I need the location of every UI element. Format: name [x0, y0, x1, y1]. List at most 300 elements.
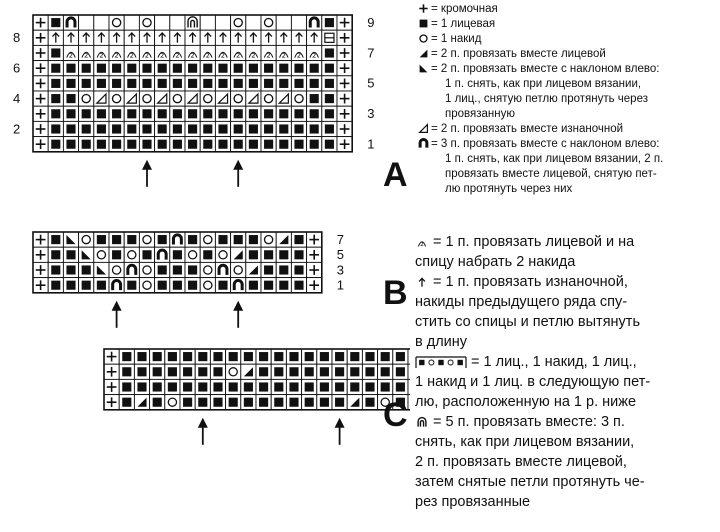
stitch-edge [33, 61, 48, 76]
stitch-purl [210, 349, 225, 364]
stitch-elong [185, 30, 200, 45]
stitch-purl [261, 121, 276, 136]
stitch-purl [109, 121, 124, 136]
chart-label-a: A [383, 156, 408, 194]
stitch-yo [79, 91, 94, 106]
legend-entry [415, 122, 715, 137]
svg-text:₂: ₂ [160, 47, 165, 61]
row-number: 7 [336, 231, 345, 247]
repeat-arrow-icon [142, 160, 152, 187]
stitch-purl [276, 61, 291, 76]
repeat-arrow-icon [233, 160, 243, 187]
legend-text: = 1 п. провязать изнаночной, [429, 274, 628, 290]
stitch-yo [139, 15, 154, 30]
stitch-yo [139, 262, 154, 277]
chart-row [104, 364, 410, 379]
stitch-purl [180, 395, 195, 410]
stitch-purl [63, 247, 78, 262]
legend-symbol-pull3-icon [417, 137, 430, 150]
stitch-purl [332, 364, 347, 379]
stitch-yo [165, 395, 180, 410]
legend-entry [415, 137, 715, 197]
stitch-purl [241, 395, 256, 410]
stitch-k1yo2 [215, 45, 230, 60]
stitch-purl [378, 379, 393, 394]
stitch-k2togp [215, 91, 230, 106]
stitch-purl [246, 121, 261, 136]
stitch-k2togp [155, 91, 170, 106]
stitch-purl [48, 76, 63, 91]
stitch-purl [139, 76, 154, 91]
stitch-purl [271, 395, 286, 410]
chart-row [33, 262, 322, 277]
legend-text: спицу набрать 2 накида [415, 254, 576, 270]
stitch-k1yo2 [94, 45, 109, 60]
stitch-yo [261, 15, 276, 30]
chart-row [33, 121, 352, 136]
stitch-yo [185, 247, 200, 262]
stitch-purl [246, 137, 261, 152]
stitch-purl [307, 137, 322, 152]
stitch-purl [378, 349, 393, 364]
stitch-k1yo2 [291, 45, 306, 60]
stitch-purl [276, 121, 291, 136]
stitch-purl [170, 106, 185, 121]
legend-text: лю протянуть через них [445, 183, 573, 195]
stitch-purl [94, 76, 109, 91]
stitch-purl [291, 61, 306, 76]
stitch-purl [124, 278, 139, 293]
legend-big-list [415, 232, 715, 512]
stitch-elong [124, 30, 139, 45]
stitch-purl [134, 364, 149, 379]
stitch-purl [302, 379, 317, 394]
stitch-purl [347, 379, 362, 394]
stitch-purl [48, 262, 63, 277]
stitch-edge [33, 76, 48, 91]
stitch-elong [155, 30, 170, 45]
chart-c [104, 349, 410, 445]
stitch-yo [200, 262, 215, 277]
stitch-purl [119, 364, 134, 379]
legend-text: провязанную [445, 108, 515, 120]
legend-symbol-yo-icon [417, 32, 430, 45]
chart-label-b: B [383, 274, 408, 312]
stitch-box [322, 30, 337, 45]
legend-entry [415, 17, 715, 32]
stitch-k1yo2 [79, 45, 94, 60]
stitch-elong [231, 30, 246, 45]
stitch-purl [79, 137, 94, 152]
stitch-edge [337, 76, 352, 91]
stitch-purl [180, 349, 195, 364]
stitch-yo [200, 232, 215, 247]
stitch-purl [155, 106, 170, 121]
stitch-purl [256, 379, 271, 394]
legend [415, 0, 715, 532]
stitch-purl [226, 379, 241, 394]
stitch-purl [94, 278, 109, 293]
legend-symbol-k2tog_l-icon [417, 62, 430, 75]
legend-text: лю, расположенную на 1 р. ниже [415, 394, 637, 410]
legend-text: = 1 лицевая [431, 18, 496, 30]
stitch-purl [63, 278, 78, 293]
stitch-edge [307, 247, 322, 262]
stitch-purl [322, 91, 337, 106]
stitch-purl [291, 232, 306, 247]
stitch-purl [322, 137, 337, 152]
stitch-purl [332, 395, 347, 410]
stitch-purl [286, 364, 301, 379]
stitch-yo [94, 247, 109, 262]
stitch-edge [337, 45, 352, 60]
stitch-k2tog_l [94, 262, 109, 277]
stitch-pull3 [215, 262, 230, 277]
stitch-edge [337, 61, 352, 76]
stitch-pull5 [185, 15, 200, 30]
stitch-purl [378, 364, 393, 379]
stitch-purl [215, 61, 230, 76]
stitch-purl [362, 349, 377, 364]
stitch-purl [276, 278, 291, 293]
row-number: 7 [367, 45, 375, 61]
stitch-purl [48, 61, 63, 76]
stitch-k1yo2 [155, 45, 170, 60]
stitch-purl [200, 137, 215, 152]
stitch-edge [408, 349, 410, 364]
stitch-purl [94, 106, 109, 121]
stitch-yo [231, 262, 246, 277]
stitch-edge [408, 364, 410, 379]
stitch-elong [200, 30, 215, 45]
svg-text:₂: ₂ [420, 237, 424, 249]
row-number: 8 [13, 30, 21, 46]
stitch-purl [139, 106, 154, 121]
stitch-k2togp [246, 91, 261, 106]
stitch-purl [195, 364, 210, 379]
stitch-purl [185, 137, 200, 152]
stitch-knit [215, 15, 230, 30]
stitch-elong [109, 30, 124, 45]
stitch-purl [241, 379, 256, 394]
stitch-purl [276, 76, 291, 91]
stitch-edge [33, 15, 48, 30]
stitch-knit [124, 15, 139, 30]
stitch-edge [337, 15, 352, 30]
stitch-purl [109, 247, 124, 262]
stitch-yo [261, 91, 276, 106]
stitch-purl [322, 106, 337, 121]
stitch-purl [185, 262, 200, 277]
legend-text: = 5 п. провязать вместе: 3 п. [429, 414, 625, 430]
legend-text: провязать вместе лицевой, снятую пет- [445, 168, 657, 180]
stitch-edge [33, 278, 48, 293]
stitch-yo [200, 91, 215, 106]
stitch-purl [170, 76, 185, 91]
stitch-k2tog_r [246, 262, 261, 277]
stitch-k2tog_l [79, 247, 94, 262]
stitch-k1yo2 [276, 45, 291, 60]
legend-text: = 3 п. провязать вместе с наклоном влево: [431, 138, 660, 150]
stitch-purl [185, 61, 200, 76]
stitch-purl [185, 232, 200, 247]
stitch-purl [124, 121, 139, 136]
legend-symbol-edge-icon [417, 2, 430, 15]
stitch-pull3 [231, 278, 246, 293]
stitch-purl [215, 278, 230, 293]
chart-row [33, 106, 352, 121]
svg-text:₂: ₂ [129, 47, 134, 61]
row-number: 2 [13, 121, 21, 137]
stitch-purl [79, 121, 94, 136]
stitch-purl [231, 106, 246, 121]
stitch-purl [48, 45, 63, 60]
stitch-purl [124, 232, 139, 247]
stitch-purl [155, 232, 170, 247]
legend-entry [415, 412, 715, 512]
stitch-purl [271, 349, 286, 364]
stitch-edge [408, 395, 410, 410]
chart-row [33, 137, 352, 152]
stitch-elong [63, 30, 78, 45]
stitch-purl [246, 106, 261, 121]
stitch-purl [317, 395, 332, 410]
stitch-purl [286, 395, 301, 410]
stitch-knit [276, 15, 291, 30]
legend-text: 1 накид и 1 лиц. в следующую пет- [415, 374, 651, 390]
stitch-edge [337, 91, 352, 106]
stitch-purl [200, 106, 215, 121]
stitch-purl [276, 106, 291, 121]
stitch-purl [261, 137, 276, 152]
stitch-purl [246, 61, 261, 76]
legend-text: = 1 лиц., 1 накид, 1 лиц., [467, 354, 637, 370]
legend-text: = 2 п. провязать вместе изнаночной [431, 123, 624, 135]
stitch-edge [33, 45, 48, 60]
stitch-purl [226, 395, 241, 410]
stitch-purl [246, 278, 261, 293]
stitch-purl [139, 137, 154, 152]
stitch-purl [109, 232, 124, 247]
stitch-purl [276, 137, 291, 152]
stitch-k2togp [94, 91, 109, 106]
stitch-purl [332, 379, 347, 394]
stitch-purl [79, 262, 94, 277]
stitch-edge [33, 137, 48, 152]
stitch-purl [185, 106, 200, 121]
stitch-yo [139, 232, 154, 247]
legend-symbol-k2togp-icon [417, 122, 430, 135]
stitch-purl [215, 76, 230, 91]
stitch-purl [291, 121, 306, 136]
stitch-purl [165, 364, 180, 379]
stitch-purl [155, 76, 170, 91]
stitch-purl [317, 364, 332, 379]
stitch-purl [63, 121, 78, 136]
stitch-purl [48, 91, 63, 106]
stitch-yo [139, 278, 154, 293]
stitch-pull3 [63, 15, 78, 30]
stitch-elong [261, 30, 276, 45]
stitch-purl [109, 137, 124, 152]
stitch-purl [195, 379, 210, 394]
row-number: 1 [336, 277, 345, 293]
stitch-purl [286, 379, 301, 394]
stitch-edge [307, 232, 322, 247]
chart-b [33, 232, 344, 328]
legend-entry [415, 272, 715, 352]
chart-label-c: C [383, 396, 408, 434]
stitch-k2togp [185, 91, 200, 106]
stitch-yo [215, 247, 230, 262]
repeat-arrow-icon [112, 301, 122, 328]
stitch-purl [291, 106, 306, 121]
legend-entry [415, 62, 715, 122]
legend-text: 1 п. снять, как при лицевом вязании, 2 п. [445, 153, 664, 165]
svg-text:₂: ₂ [175, 47, 180, 61]
stitch-yo [261, 232, 276, 247]
stitch-elong [94, 30, 109, 45]
stitch-pull3 [170, 232, 185, 247]
stitch-purl [150, 349, 165, 364]
stitch-k1yo2 [109, 45, 124, 60]
stitch-yo [109, 91, 124, 106]
stitch-purl [48, 278, 63, 293]
stitch-purl [291, 262, 306, 277]
stitch-edge [33, 106, 48, 121]
stitch-purl [48, 15, 63, 30]
stitch-purl [200, 121, 215, 136]
stitch-purl [48, 137, 63, 152]
stitch-purl [362, 395, 377, 410]
stitch-purl [150, 379, 165, 394]
stitch-edge [33, 262, 48, 277]
stitch-purl [109, 76, 124, 91]
chart-row [33, 278, 322, 293]
stitch-purl [246, 247, 261, 262]
stitch-purl [307, 61, 322, 76]
stitch-purl [246, 76, 261, 91]
stitch-purl [63, 137, 78, 152]
stitch-edge [33, 232, 48, 247]
legend-small-list [415, 2, 715, 197]
stitch-purl [124, 61, 139, 76]
repeat-arrow-icon [335, 418, 345, 445]
stitch-purl [261, 61, 276, 76]
stitch-purl [302, 395, 317, 410]
stitch-purl [79, 106, 94, 121]
stitch-purl [215, 137, 230, 152]
stitch-purl [322, 15, 337, 30]
stitch-yo [200, 278, 215, 293]
stitch-purl [155, 137, 170, 152]
stitch-pull3 [307, 15, 322, 30]
stitch-purl [195, 349, 210, 364]
stitch-purl [256, 349, 271, 364]
row-number: 3 [367, 106, 375, 122]
stitch-k2togp [276, 91, 291, 106]
stitch-edge [337, 30, 352, 45]
stitch-purl [63, 76, 78, 91]
stitch-purl [150, 395, 165, 410]
stitch-elong [170, 30, 185, 45]
svg-text:₂: ₂ [99, 47, 104, 61]
svg-text:₂: ₂ [296, 47, 302, 61]
stitch-purl [109, 106, 124, 121]
stitch-purl [63, 61, 78, 76]
legend-symbol [415, 47, 431, 62]
stitch-purl [271, 364, 286, 379]
stitch-purl [226, 349, 241, 364]
stitch-purl [165, 379, 180, 394]
legend-symbol-elong-icon [415, 276, 429, 289]
row-number: 9 [367, 14, 375, 30]
stitch-k2tog_r [347, 395, 362, 410]
stitch-purl [291, 247, 306, 262]
stitch-purl [79, 278, 94, 293]
stitch-yo [79, 232, 94, 247]
legend-symbol-pull5-icon [415, 416, 429, 429]
stitch-knit [155, 15, 170, 30]
stitch-purl [170, 121, 185, 136]
stitch-edge [104, 364, 119, 379]
row-number: 5 [336, 247, 345, 263]
stitch-purl [170, 247, 185, 262]
stitch-purl [170, 61, 185, 76]
stitch-purl [347, 349, 362, 364]
svg-text:₂: ₂ [114, 47, 119, 61]
stitch-purl [63, 262, 78, 277]
legend-entry [415, 2, 715, 17]
stitch-purl [332, 349, 347, 364]
stitch-empty [291, 15, 306, 30]
legend-symbol-k1yo2-icon [415, 236, 429, 249]
stitch-purl [246, 232, 261, 247]
chart-row [33, 45, 352, 60]
stitch-yo [226, 364, 241, 379]
stitch-purl [139, 247, 154, 262]
svg-text:₂: ₂ [68, 47, 74, 61]
stitch-k2tog_r [231, 247, 246, 262]
stitch-purl [276, 247, 291, 262]
stitch-purl [155, 278, 170, 293]
stitch-purl [302, 349, 317, 364]
stitch-elong [276, 30, 291, 45]
stitch-purl [109, 61, 124, 76]
legend-text: 1 лиц., снятую петлю протянуть через [445, 93, 648, 105]
stitch-purl [79, 61, 94, 76]
stitch-purl [180, 364, 195, 379]
stitch-purl [322, 61, 337, 76]
stitch-purl [63, 91, 78, 106]
stitch-purl [200, 61, 215, 76]
stitch-purl [291, 137, 306, 152]
stitch-elong [48, 30, 63, 45]
repeat-arrow-icon [198, 418, 208, 445]
legend-entry [415, 352, 715, 412]
stitch-purl [322, 76, 337, 91]
stitch-purl [134, 349, 149, 364]
stitch-purl [79, 76, 94, 91]
stitch-k1yo2 [200, 45, 215, 60]
stitch-purl [185, 278, 200, 293]
stitch-purl [185, 76, 200, 91]
stitch-purl [291, 278, 306, 293]
stitch-knit [246, 15, 261, 30]
stitch-purl [322, 45, 337, 60]
svg-text:₂: ₂ [84, 47, 89, 61]
legend-text: = 1 п. провязать лицевой и на [429, 234, 635, 250]
